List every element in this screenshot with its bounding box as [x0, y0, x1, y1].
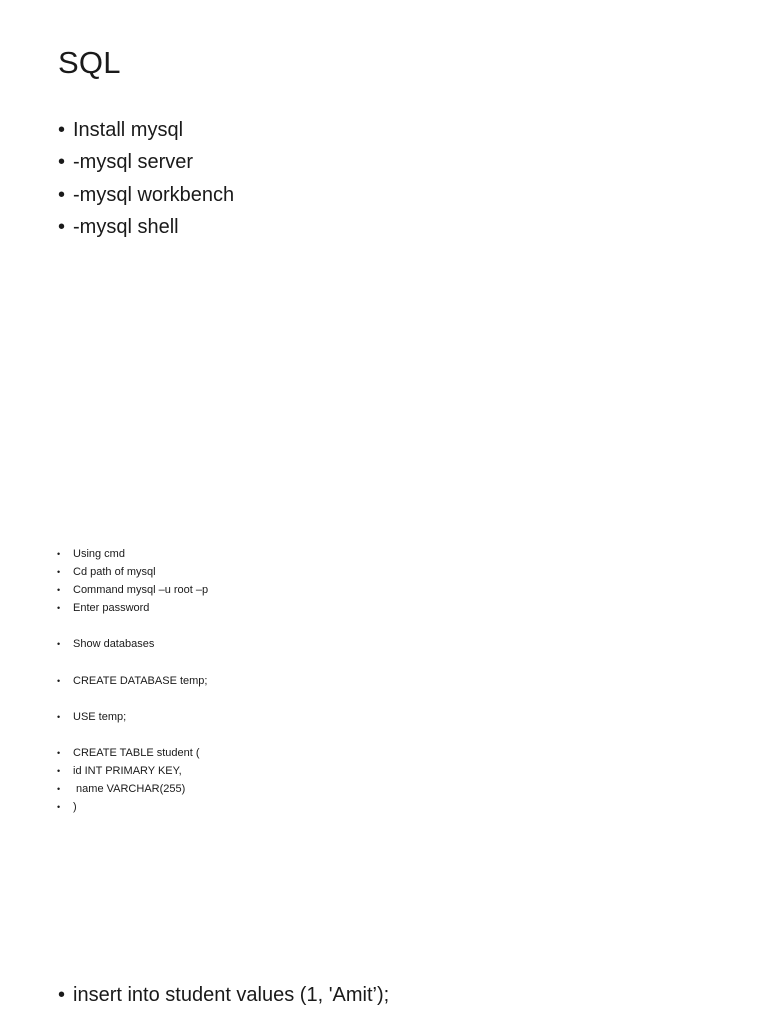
list-item: [58, 211, 234, 243]
list-item-text: Cd path of mysql: [73, 566, 156, 579]
list-item-text: Show databases: [73, 638, 155, 651]
bullet-icon: •: [57, 711, 61, 722]
list-item-text: -mysql workbench: [73, 183, 235, 206]
list-item-text: Enter password: [73, 602, 150, 615]
bullet-icon: •: [57, 567, 61, 578]
list-item: [57, 744, 208, 762]
list-item: [57, 780, 208, 798]
list-item-text: Command mysql –u root –p: [73, 584, 209, 597]
list-item: [57, 762, 208, 780]
list-item-text: name VARCHAR(255): [73, 783, 186, 796]
bullet-icon: •: [58, 151, 66, 174]
bullet-icon: •: [58, 119, 66, 141]
bullet-icon: •: [57, 748, 61, 759]
bullet-icon: •: [57, 802, 61, 813]
list-item: [57, 798, 208, 816]
page-title: SQL: [58, 45, 121, 80]
list-item-text: id INT PRIMARY KEY,: [73, 765, 182, 778]
list-item-text: Using cmd: [73, 548, 125, 560]
insert-statement-text: insert into student values (1, 'Amit’);: [73, 984, 390, 1006]
list-item: [57, 708, 208, 726]
bullet-icon: •: [58, 216, 66, 239]
install-list: [58, 114, 234, 244]
bullet-icon: •: [57, 549, 61, 559]
list-item-text: CREATE TABLE student (: [73, 747, 200, 760]
bullet-icon: •: [57, 766, 61, 777]
list-item: [58, 179, 234, 211]
list-item: [58, 114, 234, 146]
list-item-text: -mysql shell: [73, 216, 179, 239]
spacer: [57, 690, 208, 708]
list-item-text: ): [73, 801, 77, 814]
steps-list: [57, 545, 208, 816]
spacer: [57, 726, 208, 744]
spacer: [57, 654, 208, 672]
list-item-text: -mysql server: [73, 151, 194, 174]
bullet-icon: •: [57, 675, 61, 686]
bullet-icon: •: [57, 639, 61, 650]
bullet-icon: •: [57, 585, 61, 596]
list-item: [57, 581, 208, 599]
list-item-text: CREATE DATABASE temp;: [73, 674, 208, 687]
list-item: [58, 146, 234, 178]
list-item-text: Install mysql: [73, 119, 184, 141]
bullet-icon: •: [57, 784, 61, 795]
list-item: [57, 599, 208, 617]
list-item-text: USE temp;: [73, 710, 127, 723]
insert-statement: [58, 980, 389, 1010]
list-item: [57, 563, 208, 581]
list-item: [57, 545, 208, 563]
bullet-icon: •: [58, 183, 66, 206]
bullet-icon: •: [57, 603, 61, 614]
list-item: [57, 672, 208, 690]
spacer: [57, 617, 208, 635]
list-item: [57, 635, 208, 653]
bullet-icon: •: [58, 984, 66, 1006]
